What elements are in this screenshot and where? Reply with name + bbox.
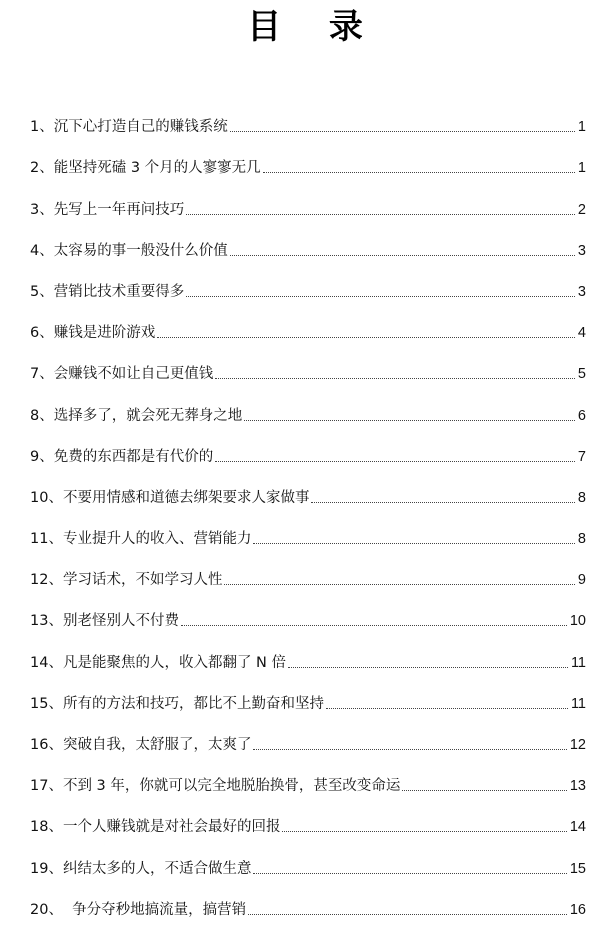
toc-entry-title: 一个人赚钱就是对社会最好的回报 — [62, 819, 281, 836]
toc-page-number: 15 — [569, 860, 586, 877]
toc-entry[interactable] — [30, 754, 586, 795]
dot-leader — [181, 625, 567, 626]
toc-entry-number: 5、 — [30, 283, 54, 300]
toc-entry-label — [30, 612, 179, 630]
toc-entry-title: 不到 3 年，你就可以完全地脱胎换骨，甚至改变命运 — [62, 778, 401, 795]
toc-entry[interactable] — [30, 342, 586, 383]
toc-entry[interactable] — [30, 836, 586, 877]
toc-page-number: 11 — [570, 695, 586, 712]
toc-page-number: 6 — [577, 407, 586, 424]
dot-leader — [230, 255, 575, 256]
toc-entry-title: 营销比技术重要得多 — [53, 283, 185, 300]
dot-leader — [288, 667, 568, 668]
toc-entry-number: 7、 — [30, 366, 54, 383]
dot-leader — [157, 337, 575, 338]
dot-leader — [326, 708, 568, 709]
toc-entry[interactable] — [30, 630, 586, 671]
toc-entry[interactable] — [30, 425, 586, 466]
dot-leader — [230, 131, 575, 132]
toc-entry-title: 纠结太多的人，不适合做生意 — [62, 860, 252, 877]
toc-entry-label — [30, 324, 155, 342]
dot-leader — [263, 172, 575, 173]
toc-entry-title: 沉下心打造自己的赚钱系统 — [53, 119, 228, 136]
toc-page-number: 14 — [569, 819, 586, 836]
toc-entry-label — [30, 448, 213, 466]
toc-entry[interactable] — [30, 548, 586, 589]
toc-entry-title: 专业提升人的收入、营销能力 — [62, 531, 252, 548]
toc-entry-number: 9、 — [30, 448, 54, 465]
toc-entry-number: 20、 — [30, 901, 63, 918]
toc-entry-title: 不要用情感和道德去绑架要求人家做事 — [62, 489, 310, 506]
toc-entry[interactable] — [30, 301, 586, 342]
toc-entry-title: 凡是能聚焦的人，收入都翻了 N 倍 — [62, 654, 287, 671]
toc-entry-title: 所有的方法和技巧，都比不上勤奋和坚持 — [62, 695, 324, 712]
table-of-contents — [30, 95, 586, 919]
toc-entry-title: 别老怪别人不付费 — [62, 613, 179, 630]
toc-entry[interactable] — [30, 507, 586, 548]
toc-page-number: 11 — [570, 654, 586, 671]
toc-page-number: 1 — [577, 119, 586, 136]
toc-page-number: 1 — [577, 160, 586, 177]
dot-leader — [253, 749, 566, 750]
toc-entry[interactable] — [30, 589, 586, 630]
toc-entry-number: 19、 — [30, 860, 63, 877]
toc-page-number: 9 — [577, 572, 586, 589]
toc-entry-title: 太容易的事一般没什么价值 — [53, 242, 228, 259]
toc-entry-title: 争分夺秒地搞流量，搞营销 — [62, 901, 247, 918]
toc-entry-label — [30, 901, 246, 919]
toc-entry-number: 10、 — [30, 489, 63, 506]
toc-entry[interactable] — [30, 177, 586, 218]
dot-leader — [215, 461, 575, 462]
toc-entry-label — [30, 407, 242, 425]
toc-page-number: 13 — [569, 778, 586, 795]
toc-page-number: 4 — [577, 325, 586, 342]
toc-page-number: 3 — [577, 283, 586, 300]
toc-entry[interactable] — [30, 219, 586, 260]
toc-entry-label — [30, 654, 286, 672]
toc-entry-number: 18、 — [30, 819, 63, 836]
toc-entry-number: 16、 — [30, 737, 63, 753]
toc-entry[interactable] — [30, 383, 586, 424]
toc-entry-number: 15、 — [30, 695, 63, 712]
toc-page-number: 3 — [577, 242, 586, 259]
toc-entry-label — [30, 201, 184, 219]
toc-entry-label — [30, 818, 280, 836]
toc-entry-title: 选择多了，就会死无葬身之地 — [53, 407, 243, 424]
toc-page-number: 10 — [569, 613, 586, 630]
toc-entry-title: 突破自我，太舒服了，太爽了 — [62, 737, 252, 753]
toc-entry[interactable] — [30, 260, 586, 301]
dot-leader — [402, 790, 566, 791]
toc-entry-number: 14、 — [30, 654, 63, 671]
toc-page-number: 12 — [569, 737, 586, 753]
toc-entry-label — [30, 118, 228, 136]
toc-entry-number: 11、 — [30, 531, 63, 548]
toc-entry-label — [30, 571, 222, 589]
dot-leader — [186, 214, 575, 215]
toc-entry-title: 能坚持死磕 3 个月的人寥寥无几 — [53, 160, 261, 177]
toc-entry-label — [30, 695, 324, 713]
toc-entry-title: 免费的东西都是有代价的 — [53, 448, 214, 465]
dot-leader — [253, 873, 566, 874]
toc-entry-title: 会赚钱不如让自己更值钱 — [53, 366, 214, 383]
dot-leader — [244, 420, 575, 421]
toc-entry-title: 先写上一年再问技巧 — [53, 201, 185, 218]
dot-leader — [224, 584, 574, 585]
toc-entry-label — [30, 860, 251, 878]
toc-entry[interactable] — [30, 672, 586, 713]
toc-page-number: 7 — [577, 448, 586, 465]
toc-entry[interactable] — [30, 95, 586, 136]
toc-entry-label — [30, 283, 184, 301]
dot-leader — [311, 502, 574, 503]
toc-entry-label — [30, 489, 309, 507]
toc-entry[interactable] — [30, 878, 586, 919]
toc-entry-label — [30, 777, 400, 795]
toc-page-number: 8 — [577, 531, 586, 548]
dot-leader — [248, 914, 567, 915]
toc-page-number: 2 — [577, 201, 586, 218]
toc-entry-label — [30, 242, 228, 260]
toc-entry-number: 8、 — [30, 407, 54, 424]
toc-entry-number: 1、 — [30, 119, 54, 136]
toc-entry-title: 赚钱是进阶游戏 — [53, 325, 156, 342]
page-title: 目 录 — [247, 7, 381, 47]
toc-entry-label — [30, 159, 261, 177]
toc-entry[interactable] — [30, 466, 586, 507]
dot-leader — [215, 378, 575, 379]
toc-entry-number: 2、 — [30, 160, 54, 177]
dot-leader — [282, 831, 566, 832]
dot-leader — [186, 296, 575, 297]
toc-entry-number: 4、 — [30, 242, 54, 259]
toc-entry-title: 学习话术，不如学习人性 — [62, 572, 223, 589]
toc-entry-number: 3、 — [30, 201, 54, 218]
toc-entry-label — [30, 736, 251, 754]
toc-page-number: 16 — [569, 901, 586, 918]
toc-page-number: 8 — [577, 489, 586, 506]
toc-entry-label — [30, 530, 251, 548]
toc-entry[interactable] — [30, 795, 586, 836]
toc-entry-number: 6、 — [30, 325, 54, 342]
dot-leader — [253, 543, 574, 544]
toc-entry-number: 12、 — [30, 572, 63, 589]
toc-entry-number: 17、 — [30, 778, 63, 795]
toc-entry-label — [30, 365, 213, 383]
toc-entry-number: 13、 — [30, 613, 63, 630]
toc-entry[interactable] — [30, 136, 586, 177]
toc-entry[interactable] — [30, 713, 586, 754]
toc-page-number: 5 — [577, 366, 586, 383]
